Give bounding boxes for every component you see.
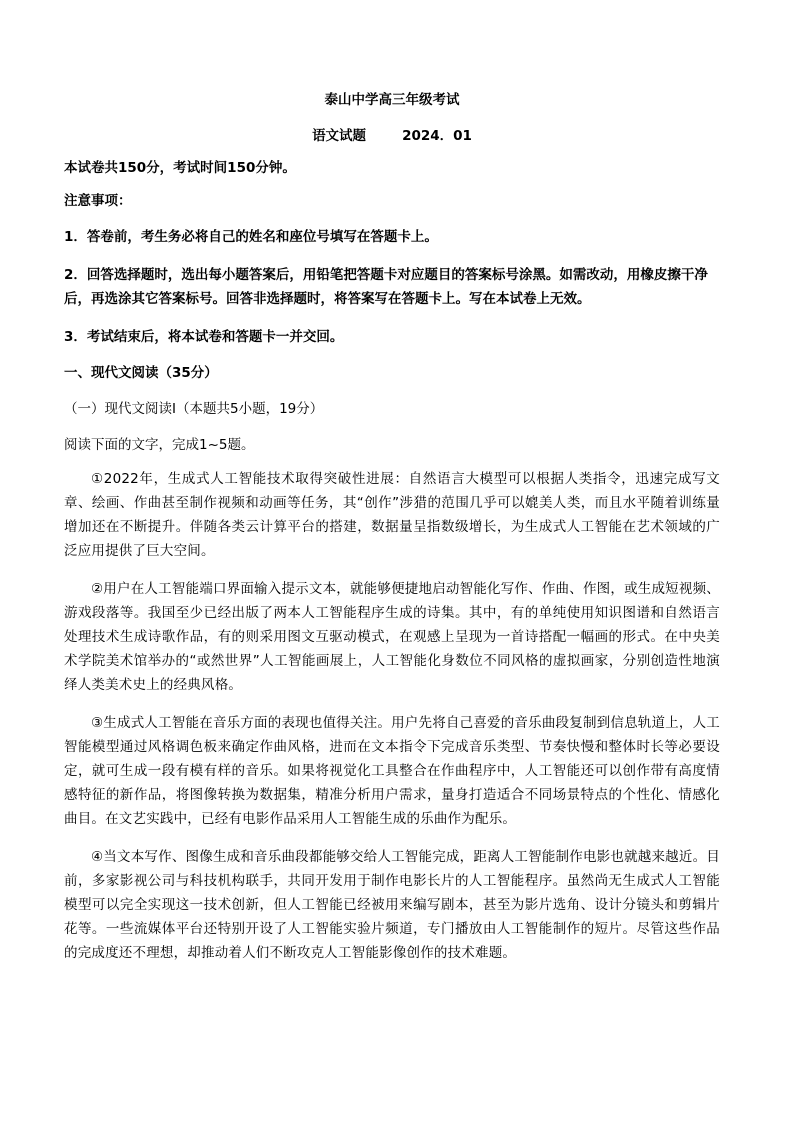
exam-date: 2024．01: [402, 128, 472, 144]
subject-label: 语文试题: [312, 128, 367, 144]
notice-item-2: 2．回答选择题时，选出每小题答案后，用铅笔把答题卡对应题目的答案标号涂黑。如需改动，用橡皮擦干净后，再选涂其它答案标号。回答非选择题时，将答案写在答题卡上。写在本试卷上无效。: [64, 267, 708, 307]
passage-paragraph-2: ②用户在人工智能端口界面输入提示文本，就能够便捷地启动智能化写作、作曲、作图，或生成短视频、游戏段落等。我国至少已经出版了两本人工智能程序生成的诗集。其中，有的单纯使用知识图谱和自然语言处理技术生成诗歌作品，有的则采用图文互驱动模式，在观感上呈现为一首诗搭配一幅画的形式。在中央美术学院美术馆举办的“或然世界”人工智能画展上，人工智能化身数位不同风格的虚拟画家，分别创造性地演绎人类美术史上的经典风格。: [64, 581, 720, 693]
notice-heading: 注意事项：: [64, 193, 132, 209]
section-subheading: （一）现代文阅读Ⅰ（本题共5小题，19分）: [64, 401, 324, 417]
exam-intro: 本试卷共150分，考试时间150分钟。: [64, 160, 296, 176]
section-heading: 一、现代文阅读（35分）: [64, 365, 218, 381]
passage-paragraph-4: ④当文本写作、图像生成和音乐曲段都能够交给人工智能完成，距离人工智能制作电影也就越来越近。目前，多家影视公司与科技机构联手，共同开发用于制作电影长片的人工智能程序。虽然尚无生成式人工智能模型可以完全实现这一技术创新，但人工智能已经被用来编写剧本，甚至为影片选角、设计分镜头和剪辑片花等。一些流媒体平台还特别开设了人工智能实验片频道，专门播放由人工智能制作的短片。尽管这些作品的完成度还不理想，却推动着人们不断攻克人工智能影像创作的技术难题。: [64, 849, 720, 961]
notice-item-1: 1．答卷前，考生务必将自己的姓名和座位号填写在答题卡上。: [64, 229, 438, 245]
notice-item-3: 3．考试结束后，将本试卷和答题卡一并交回。: [64, 329, 344, 345]
reading-prompt: 阅读下面的文字，完成1~5题。: [64, 437, 255, 453]
exam-title: 泰山中学高三年级考试: [324, 92, 460, 108]
passage-paragraph-1: ①2022年，生成式人工智能技术取得突破性进展：自然语言大模型可以根据人类指令，迅速完成写文章、绘画、作曲甚至制作视频和动画等任务，其“创作”涉猎的范围几乎可以媲美人类，而且水平随着训练量增加还在不断提升。伴随各类云计算平台的搭建，数据量呈指数级增长，为生成式人工智能在艺术领域的广泛应用提供了巨大空间。: [64, 471, 720, 559]
passage-paragraph-3: ③生成式人工智能在音乐方面的表现也值得关注。用户先将自己喜爱的音乐曲段复制到信息轨道上，人工智能模型通过风格调色板来确定作曲风格，进而在文本指令下完成音乐类型、节奏快慢和整体时长等必要设定，就可生成一段有模有样的音乐。如果将视觉化工具整合在作曲程序中，人工智能还可以创作带有高度情感特征的新作品，将图像转换为数据集，精准分析用户需求，量身打造适合不同场景特点的个性化、情感化曲目。在文艺实践中，已经有电影作品采用人工智能生成的乐曲作为配乐。: [64, 715, 720, 827]
exam-subtitle: [64, 126, 720, 146]
